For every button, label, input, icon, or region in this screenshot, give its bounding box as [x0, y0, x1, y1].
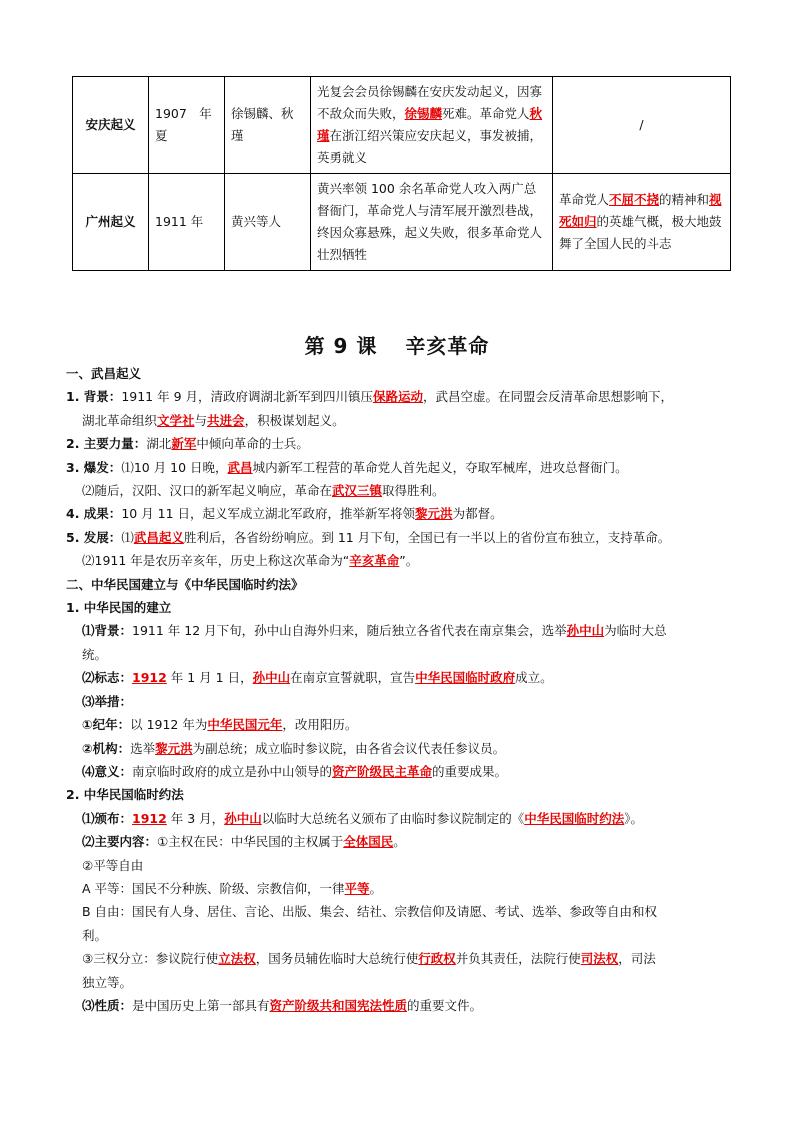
list-item: ①纪年：以 1912 年为中华民国元年，改用阳历。 — [82, 717, 358, 733]
list-item: 5. 发展：⑴武昌起义胜利后，各省纷纷响应。到 11 月下旬，全国已有一半以上的省份宣布独立，支持革命。 — [66, 529, 671, 545]
keyword: 行政权 — [418, 951, 456, 967]
keyword: 武汉三镇 — [332, 483, 383, 499]
list-item-continued: 利。 — [82, 927, 108, 943]
list-item: ⑴颁布：1912 年 3 月，孙中山以临时大总统名义颁布了由临时参议院制定的《中华民国临时约法》。 — [82, 810, 643, 826]
lesson-content — [66, 362, 756, 1017]
section-heading: 一、武昌起义 — [66, 366, 142, 381]
keyword: 秋瑾 — [317, 106, 543, 143]
event-meaning: / — [553, 77, 731, 174]
lesson-number: 第 9 课 — [304, 334, 378, 358]
list-item-continued: 独立等。 — [82, 974, 133, 990]
list-item: B 自由：国民有人身、居住、言论、出版、集会、结社、宗教信仰及请愿、考试、选举、参政等自由和权 — [82, 904, 658, 920]
keyword: 徐锡麟 — [404, 106, 443, 121]
keyword: 司法权 — [580, 951, 619, 967]
subsection-heading: 1. 中华民国的建立 — [66, 600, 172, 616]
keyword: 黎元洪 — [155, 740, 193, 756]
keyword: 全体国民 — [343, 834, 394, 850]
keyword: 1912 — [132, 670, 167, 686]
section-heading: 二、中华民国建立与《中华民国临时约法》 — [66, 576, 304, 592]
event-time: 1911 年 — [149, 174, 225, 271]
keyword: 中华民国临时政府 — [415, 670, 516, 686]
event-description: 光复会会员徐锡麟在安庆发动起义，因寡不敌众而失败，徐锡麟死难。革命党人秋瑾在浙江绍兴策应安庆起义，事发被捕，英勇就义 — [311, 77, 553, 174]
list-item-continued: 统。 — [82, 646, 108, 662]
keyword: 不屈不挠 — [609, 192, 660, 207]
keyword: 平等 — [344, 880, 370, 896]
event-description: 黄兴率领 100 余名革命党人攻入两广总督衙门，革命党人与清军展开激烈巷战，终因众寡悬殊，起义失败，很多革命党人壮烈牺牲 — [311, 174, 553, 271]
subsection-heading: 2. 中华民国临时约法 — [66, 787, 184, 803]
list-item-continued: 湖北革命组织文学社与共进会，积极谋划起义。 — [82, 412, 345, 428]
list-item: ⑵主要内容：①主权在民：中华民国的主权属于全体国民。 — [82, 834, 406, 850]
event-time: 1907 年夏 — [149, 77, 225, 174]
list-item-continued: ⑵1911 年是农历辛亥年，历史上称这次革命为“辛亥革命”。 — [82, 553, 419, 569]
keyword: 孙中山 — [566, 623, 605, 639]
event-people: 黄兴等人 — [225, 174, 311, 271]
list-item: ⑶举措： — [82, 693, 133, 709]
list-item: ⑴背景：1911 年 12 月下旬，孙中山自海外归来，随后独立各省代表在南京集会，选举孙中山为临时大总 — [82, 623, 667, 639]
list-item-continued: ⑵随后，汉阳、汉口的新军起义响应，革命在武汉三镇取得胜利。 — [82, 483, 445, 499]
keyword: 孙中山 — [224, 810, 262, 826]
list-item: ②平等自由 — [82, 857, 144, 873]
list-item: A 平等：国民不分种族、阶级、宗教信仰，一律平等。 — [82, 880, 383, 896]
list-item: ⑷意义：南京临时政府的成立是孙中山领导的资产阶级民主革命的重要成果。 — [82, 763, 508, 779]
list-item: ②机构：选举黎元洪为副总统；成立临时参议院，由各省会议代表任参议员。 — [82, 740, 506, 756]
keyword: 武昌起义 — [133, 529, 184, 545]
list-item: ⑵标志：1912 年 1 月 1 日，孙中山在南京宣誓就职，宣告中华民国临时政府成立。 — [82, 670, 553, 686]
keyword: 孙中山 — [252, 670, 291, 686]
keyword: 资产阶级共和国宪法性质 — [269, 997, 408, 1013]
keyword: 新军 — [171, 436, 197, 452]
lesson-name: 辛亥革命 — [405, 334, 490, 358]
list-item: 4. 成果：10 月 11 日，起义军成立湖北军政府，推举新军将领黎元洪为都督。 — [66, 506, 503, 522]
keyword: 辛亥革命 — [349, 553, 400, 569]
keyword: 共进会 — [207, 412, 245, 428]
list-item: 3. 爆发：⑴10 月 10 日晚，武昌城内新军工程营的革命党人首先起义，夺取军械库，进攻总督衙门。 — [66, 459, 628, 475]
table-row — [73, 77, 731, 174]
list-item: ③三权分立：参议院行使立法权，国务员辅佐临时大总统行使行政权并负其责任，法院行使司法权，司法 — [82, 951, 656, 967]
lesson-title — [0, 330, 794, 359]
keyword: 立法权 — [218, 951, 256, 967]
events-table — [72, 76, 731, 271]
keyword: 中华民国元年 — [207, 717, 283, 733]
keyword: 文学社 — [157, 412, 195, 428]
keyword: 视死如归 — [559, 192, 722, 229]
keyword: 武昌 — [227, 459, 253, 475]
event-meaning: 革命党人不屈不挠的精神和视死如归的英雄气概，极大地鼓舞了全国人民的斗志 — [553, 174, 731, 271]
keyword: 1912 — [132, 810, 167, 826]
keyword: 中华民国临时约法 — [524, 810, 625, 826]
event-name: 广州起义 — [73, 174, 149, 271]
event-name: 安庆起义 — [73, 77, 149, 174]
list-item: 2. 主要力量：湖北新军中倾向革命的士兵。 — [66, 436, 309, 452]
table-row — [73, 174, 731, 271]
keyword: 保路运动 — [373, 389, 424, 405]
list-item: 1. 背景：1911 年 9 月，清政府调湖北新军到四川镇压保路运动，武昌空虚。在同盟会反清革命思想影响下， — [66, 389, 674, 405]
list-item: ⑶性质：是中国历史上第一部具有资产阶级共和国宪法性质的重要文件。 — [82, 997, 483, 1013]
keyword: 黎元洪 — [415, 506, 453, 522]
keyword: 资产阶级民主革命 — [332, 763, 433, 779]
event-people: 徐锡麟、秋瑾 — [225, 77, 311, 174]
